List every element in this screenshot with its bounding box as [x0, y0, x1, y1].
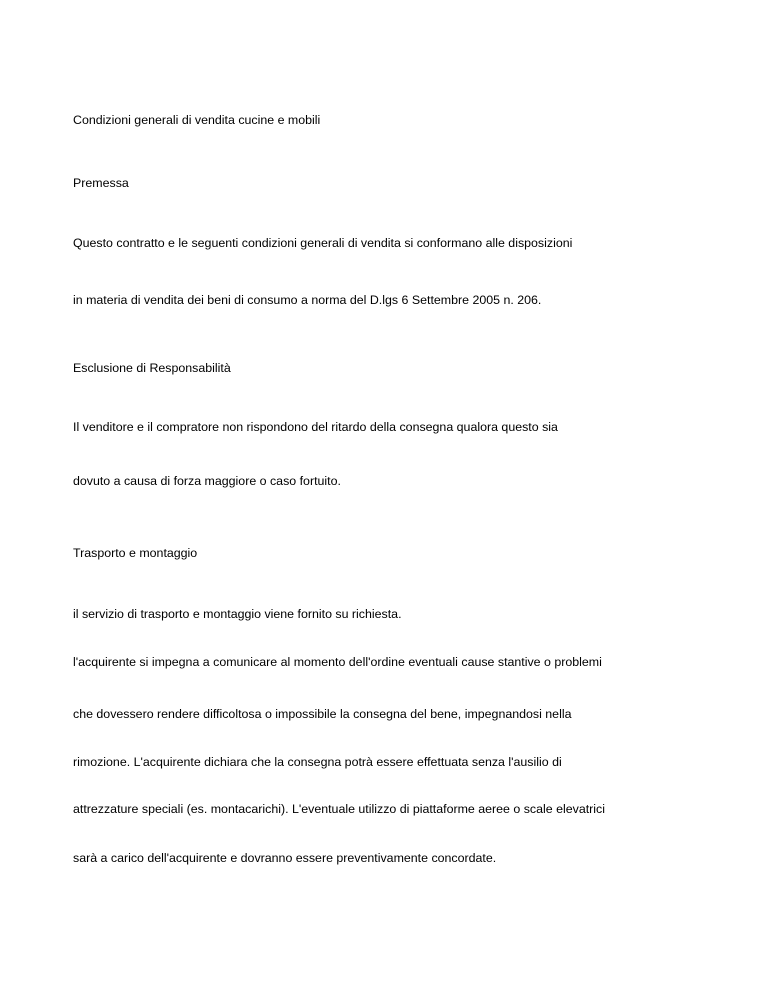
paragraph-line: rimozione. L'acquirente dichiara che la consegna potrà essere effettuata senza l'ausilio di: [73, 755, 562, 769]
paragraph-line: dovuto a causa di forza maggiore o caso fortuito.: [73, 474, 341, 488]
paragraph-line: il servizio di trasporto e montaggio viene fornito su richiesta.: [73, 607, 402, 621]
paragraph-line: Il venditore e il compratore non rispondono del ritardo della consegna qualora questo sia: [73, 420, 558, 434]
paragraph-line: in materia di vendita dei beni di consumo a norma del D.lgs 6 Settembre 2005 n. 206.: [73, 293, 542, 307]
section-heading-premessa: Premessa: [73, 176, 129, 190]
section-heading-esclusione: Esclusione di Responsabilità: [73, 361, 231, 375]
document-title: Condizioni generali di vendita cucine e mobili: [73, 113, 321, 127]
paragraph-line: che dovessero rendere difficoltosa o impossibile la consegna del bene, impegnandosi nella: [73, 707, 572, 721]
paragraph-line: l'acquirente si impegna a comunicare al momento dell'ordine eventuali cause stantive o problemi: [73, 655, 602, 669]
paragraph-line: attrezzature speciali (es. montacarichi). L'eventuale utilizzo di piattaforme aeree o scale elevatrici: [73, 802, 605, 816]
section-heading-trasporto: Trasporto e montaggio: [73, 546, 198, 560]
paragraph-line: Questo contratto e le seguenti condizioni generali di vendita si conformano alle disposizioni: [73, 236, 573, 250]
paragraph-line: sarà a carico dell'acquirente e dovranno essere preventivamente concordate.: [73, 851, 497, 865]
